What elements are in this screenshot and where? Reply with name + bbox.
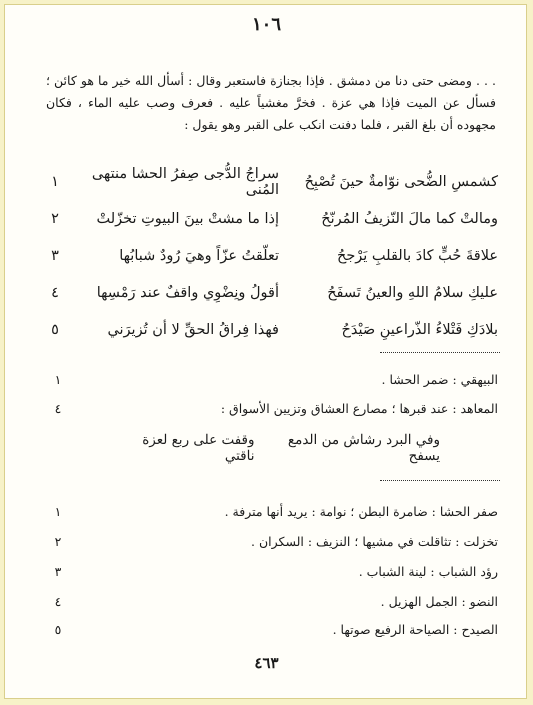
page-number-top: ١٠٦: [251, 14, 281, 35]
glossary-item: [46, 622, 504, 637]
glossary-number: ٣: [54, 564, 62, 579]
glossary-text: رؤد الشباب : لينة الشباب .: [358, 564, 498, 579]
source-note-number: ٤: [54, 401, 62, 416]
footnote-divider: [380, 352, 500, 353]
glossary-item: [46, 504, 504, 519]
verse-number: ٢: [51, 210, 59, 227]
footnote-divider: [380, 480, 500, 481]
source-note: [46, 401, 504, 416]
verse-number: ١: [51, 173, 59, 190]
source-note-text: المعاهد : عند قبرها ؛ مصارع العشاق وتزيين الأسواق :: [220, 401, 498, 416]
poem: [46, 163, 506, 348]
verse-number: ٤: [51, 284, 59, 301]
verse-first-hemistich: تعلّقتُ عزّاً وهيَ رُودٌ شبابُها: [119, 247, 279, 264]
verse-line: [46, 200, 506, 237]
cited-verse: [110, 432, 440, 464]
verse-number: ٣: [51, 247, 59, 264]
cited-verse-second: وفي البرد رشاش من الدمع يسفح: [287, 432, 440, 464]
intro-paragraph: . . . ومضى حتى دنا من دمشق . فإذا بجنازة فاستعبر وقال : أسأل الله خير ما هو كائن ؛ فسأل عن الميت فإذا هي عزة . فخرَّ مغشياً عليه . فعرف وصب عليه الماء ، فكان مجهوده أن بلغ القبر ، فلما دفنت انكب على القبر وهو يقول :: [46, 73, 496, 132]
page-number-bottom: ٤٦٣: [254, 654, 279, 672]
glossary-text: صفر الحشا : ضامرة البطن ؛ نوامة : يريد أنها مترفة .: [224, 504, 498, 519]
verse-line: [46, 237, 506, 274]
verse-first-hemistich: فهذا فِراقُ الحقِّ لا أن تُزيرَني: [107, 321, 279, 338]
glossary-item: [46, 534, 504, 549]
verse-line: [46, 311, 506, 348]
source-note-text: البيهقي : ضمر الحشا .: [381, 372, 498, 387]
source-note-number: ١: [54, 372, 62, 387]
verse-first-hemistich: إذا ما مشتْ بينَ البيوتِ تخزّلتْ: [96, 210, 279, 227]
verse-first-hemistich: أقولُ ونِضْوِي واقفٌ عند رَمْسِها: [96, 284, 279, 301]
glossary-item: [46, 564, 504, 579]
verse-second-hemistich: بلادَكِ فَتْلاءُ الذّراعينِ صَيْدَحُ: [341, 321, 498, 338]
glossary-text: الصيدح : الصياحة الرفيع صوتها .: [332, 622, 498, 637]
glossary-item: [46, 594, 504, 609]
verse-second-hemistich: كشمسِ الضُّحى نوّامةٌ حينَ تُصْبِحُ: [304, 173, 498, 190]
glossary-text: تخزلت : تثاقلت في مشيها ؛ النزيف : السكران .: [251, 534, 498, 549]
verse-second-hemistich: ومالتْ كما مالَ النّزيفُ المُرنّحُ: [321, 210, 498, 227]
glossary-number: ٥: [54, 622, 62, 637]
verse-line: [46, 274, 506, 311]
glossary-number: ١: [54, 504, 62, 519]
verse-first-hemistich: سراجُ الدُّجى صِفرُ الحشا منتهى المُنى: [91, 165, 279, 198]
verse-number: ٥: [51, 321, 59, 338]
source-note: [46, 372, 504, 387]
verse-second-hemistich: علاقةَ حُبٍّ كادَ بالقلبِ يَرْجحُ: [336, 247, 498, 264]
glossary-number: ٤: [54, 594, 62, 609]
verse-second-hemistich: عليكِ سلامُ اللهِ والعينُ تَسفَحُ: [327, 284, 498, 301]
glossary-number: ٢: [54, 534, 62, 549]
verse-line: [46, 163, 506, 200]
cited-verse-first: وقفت على ربع لعزة ناقتي: [142, 432, 255, 464]
glossary-text: النضو : الجمل الهزيل .: [380, 594, 498, 609]
